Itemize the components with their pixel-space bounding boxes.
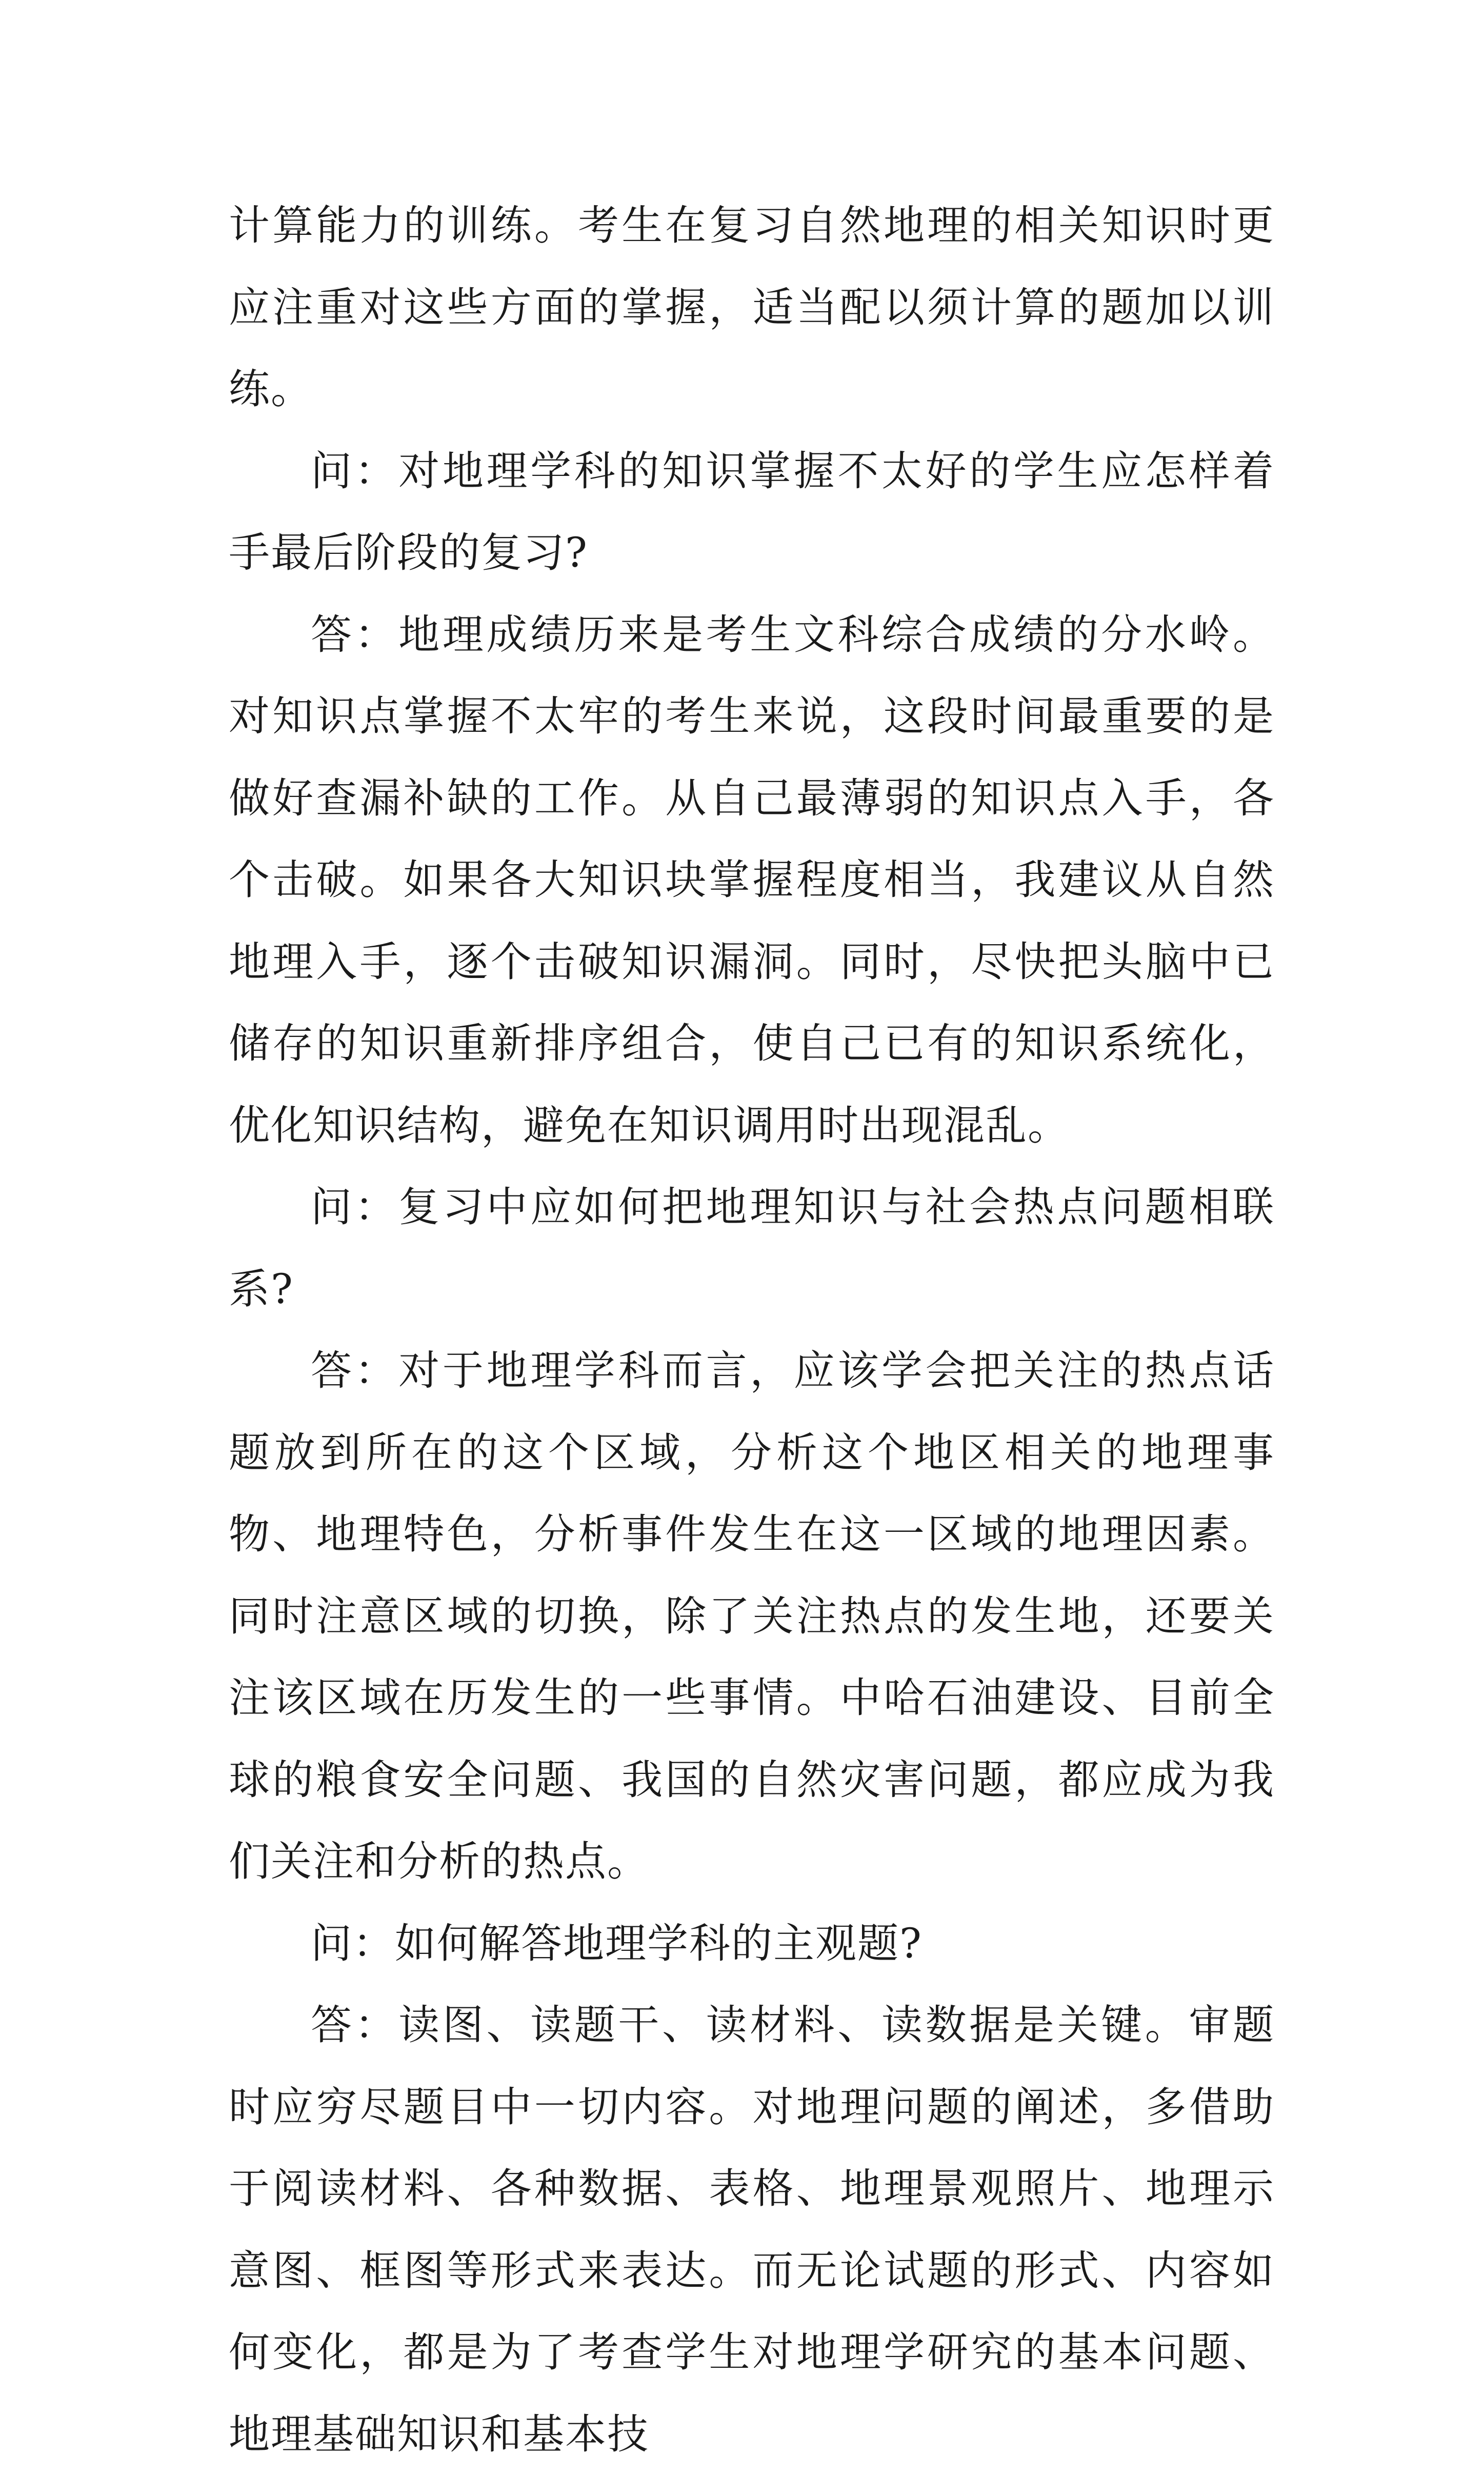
paragraph-continuation: 计算能力的训练。考生在复习自然地理的相关知识时更应注重对这些方面的掌握，适当配以须计算的题加以训练。 — [229, 202, 1275, 413]
paragraph-question-3: 问：如何解答地理学科的主观题? — [311, 1919, 923, 1967]
paragraph-question-2: 问：复习中应如何把地理知识与社会热点问题相联系? — [229, 1183, 1275, 1313]
document-body — [229, 185, 1275, 2475]
paragraph-answer-1: 答：地理成绩历来是考生文科综合成绩的分水岭。对知识点掌握不太牢的考生来说，这段时间最重要的是做好查漏补缺的工作。从自己最薄弱的知识点入手，各个击破。如果各大知识块掌握程度相当，我建议从自然地理入手，逐个击破知识漏洞。同时，尽快把头脑中已储存的知识重新排序组合，使自己已有的知识系统化，优化知识结构，避免在知识调用时出现混乱。 — [229, 610, 1275, 1149]
paragraph-answer-3: 答：读图、读题干、读材料、读数据是关键。审题时应穷尽题目中一切内容。对地理问题的阐述，多借助于阅读材料、各种数据、表格、地理景观照片、地理示意图、框图等形式来表达。而无论试题的形式、内容如何变化，都是为了考查学生对地理学研究的基本问题、地理基础知识和基本技 — [229, 2001, 1275, 2458]
paragraph-question-1: 问：对地理学科的知识掌握不太好的学生应怎样着手最后阶段的复习? — [229, 447, 1275, 576]
paragraph-answer-2: 答：对于地理学科而言，应该学会把关注的热点话题放到所在的这个区域，分析这个地区相关的地理事物、地理特色，分析事件发生在这一区域的地理因素。同时注意区域的切换，除了关注热点的发生地，还要关注该区域在历发生的一些事情。中哈石油建设、目前全球的粮食安全问题、我国的自然灾害问题，都应成为我们关注和分析的热点。 — [229, 1347, 1275, 1885]
